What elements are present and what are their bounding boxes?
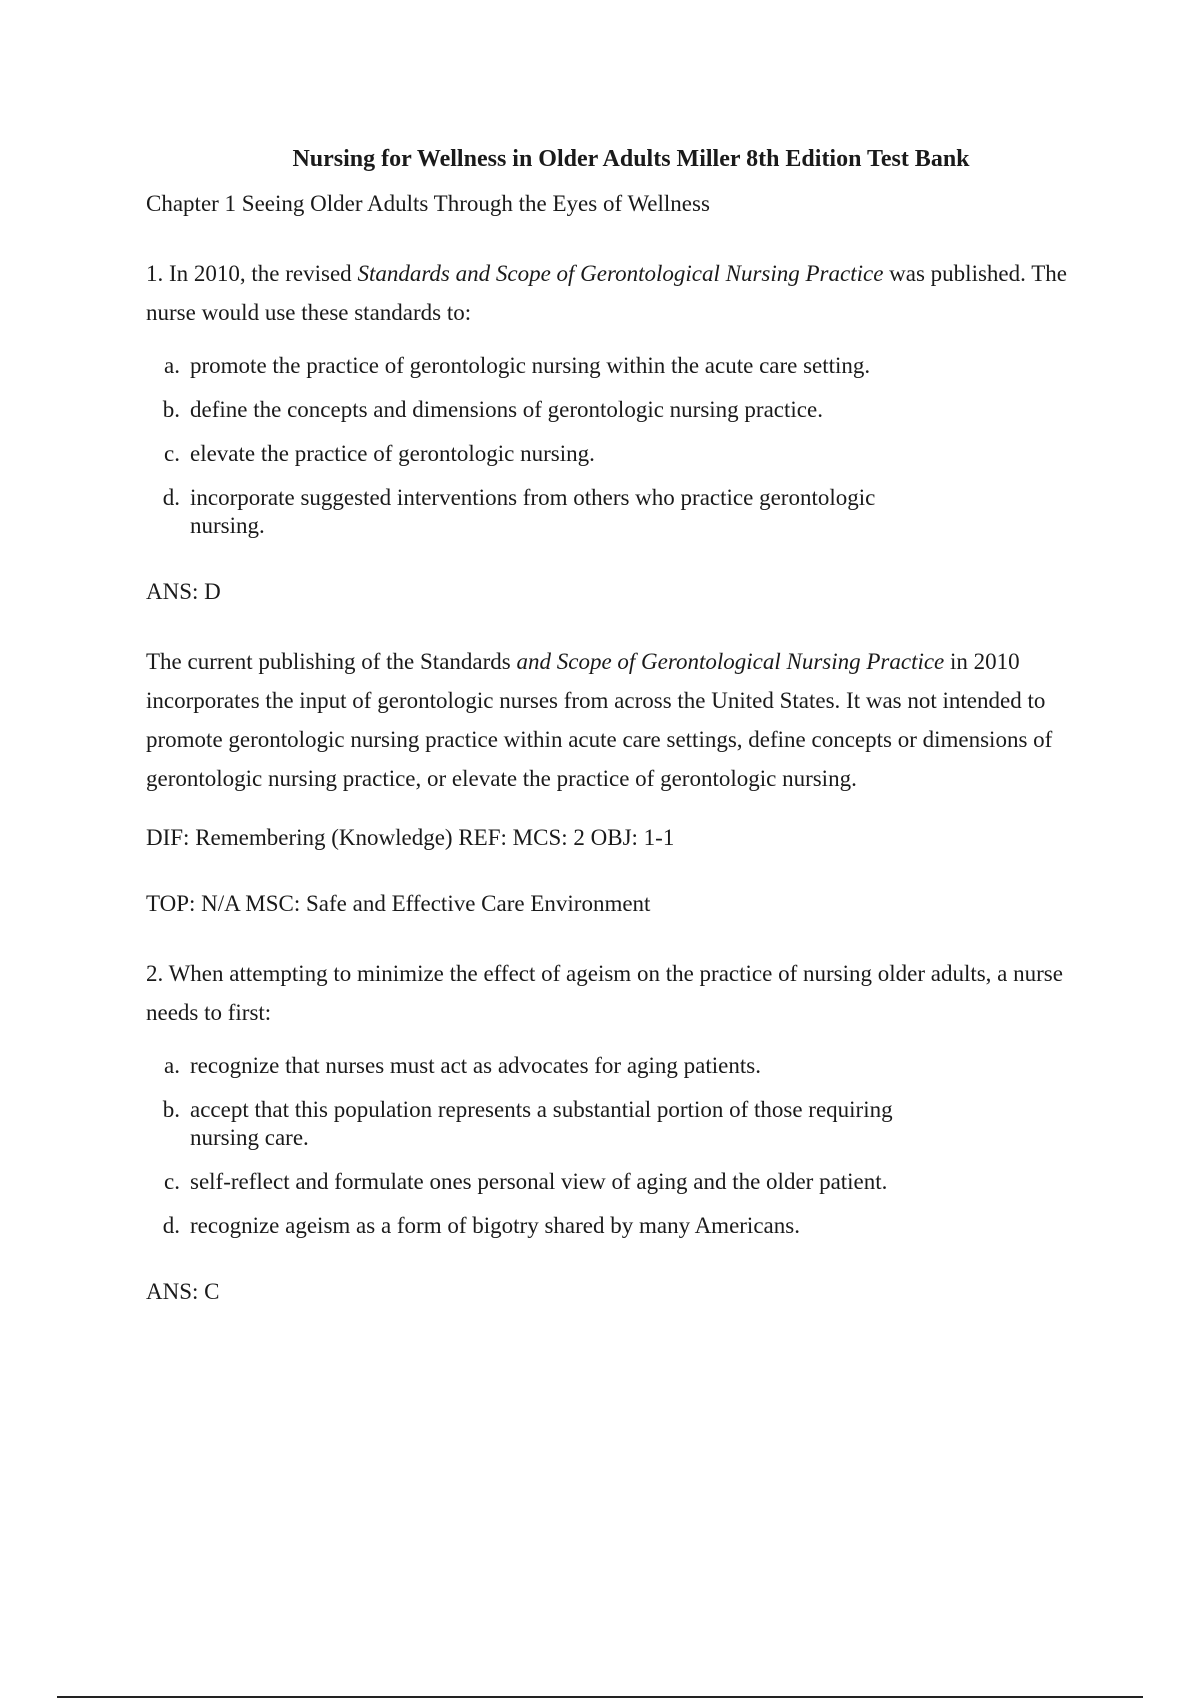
option-letter: c.	[164, 441, 180, 466]
question-2-answer: ANS: C	[146, 1279, 220, 1304]
rationale-suffix: in 2010 incorporates the input of gerontologic nurses from across the United States. It was not intended to promote gerontologic nursing practice within acute care settings, define concepts or dimensions of gerontologic nursing practice, or elevate the practice of gerontologic nursing.	[146, 649, 1053, 791]
question-2-option-b	[146, 1096, 946, 1152]
option-text: promote the practice of gerontologic nursing within the acute care setting.	[190, 353, 871, 378]
question-1-answer: ANS: D	[146, 579, 221, 604]
option-text: recognize that nurses must act as advocates for aging patients.	[190, 1053, 761, 1078]
option-letter: d.	[162, 485, 180, 510]
bottom-divider	[57, 1696, 1143, 1698]
option-letter: c.	[164, 1169, 180, 1194]
option-text: accept that this population represents a substantial portion of those requiring nursing care.	[190, 1097, 893, 1150]
question-1-stem-prefix: 1. In 2010, the revised	[146, 261, 358, 286]
option-letter: b.	[162, 397, 180, 422]
question-1-top-line: TOP: N/A MSC: Safe and Effective Care Environment	[146, 891, 651, 916]
question-1-option-c	[146, 440, 886, 468]
option-letter: b.	[162, 1097, 180, 1122]
option-text: elevate the practice of gerontologic nursing.	[190, 441, 595, 466]
option-letter: a.	[164, 1053, 180, 1078]
option-text: incorporate suggested interventions from others who practice gerontologic nursing.	[190, 485, 876, 538]
option-text: define the concepts and dimensions of gerontologic nursing practice.	[190, 397, 823, 422]
question-1-option-b	[146, 396, 886, 424]
question-1-option-d	[146, 484, 886, 540]
question-2-stem: 2. When attempting to minimize the effect of ageism on the practice of nursing older adults, a nurse needs to first:	[146, 961, 1063, 1025]
question-2-option-a	[146, 1052, 946, 1080]
option-letter: a.	[164, 353, 180, 378]
question-1-stem	[146, 254, 1086, 332]
option-letter: d.	[162, 1213, 180, 1238]
chapter-heading: Chapter 1 Seeing Older Adults Through the Eyes of Wellness	[146, 191, 710, 216]
question-1-options	[146, 352, 886, 540]
rationale-italic: and Scope of Gerontological Nursing Practice	[516, 649, 945, 674]
option-text: self-reflect and formulate ones personal view of aging and the older patient.	[190, 1169, 888, 1194]
option-text: recognize ageism as a form of bigotry shared by many Americans.	[190, 1213, 800, 1238]
question-1-stem-italic: Standards and Scope of Gerontological Nursing Practice	[357, 261, 884, 286]
question-1-rationale	[146, 642, 1086, 798]
question-1-stem-suffix: was published. The nurse would use these standards to:	[146, 261, 1067, 325]
question-2-option-d	[146, 1212, 946, 1240]
question-2-options	[146, 1052, 946, 1240]
question-2-option-c	[146, 1168, 946, 1196]
document-title: Nursing for Wellness in Older Adults Miller 8th Edition Test Bank	[292, 146, 970, 172]
page-content	[146, 142, 1086, 1342]
rationale-prefix: The current publishing of the Standards	[146, 649, 517, 674]
question-1-dif-line: DIF: Remembering (Knowledge) REF: MCS: 2 OBJ: 1-1	[146, 825, 675, 850]
question-1-option-a	[146, 352, 886, 380]
